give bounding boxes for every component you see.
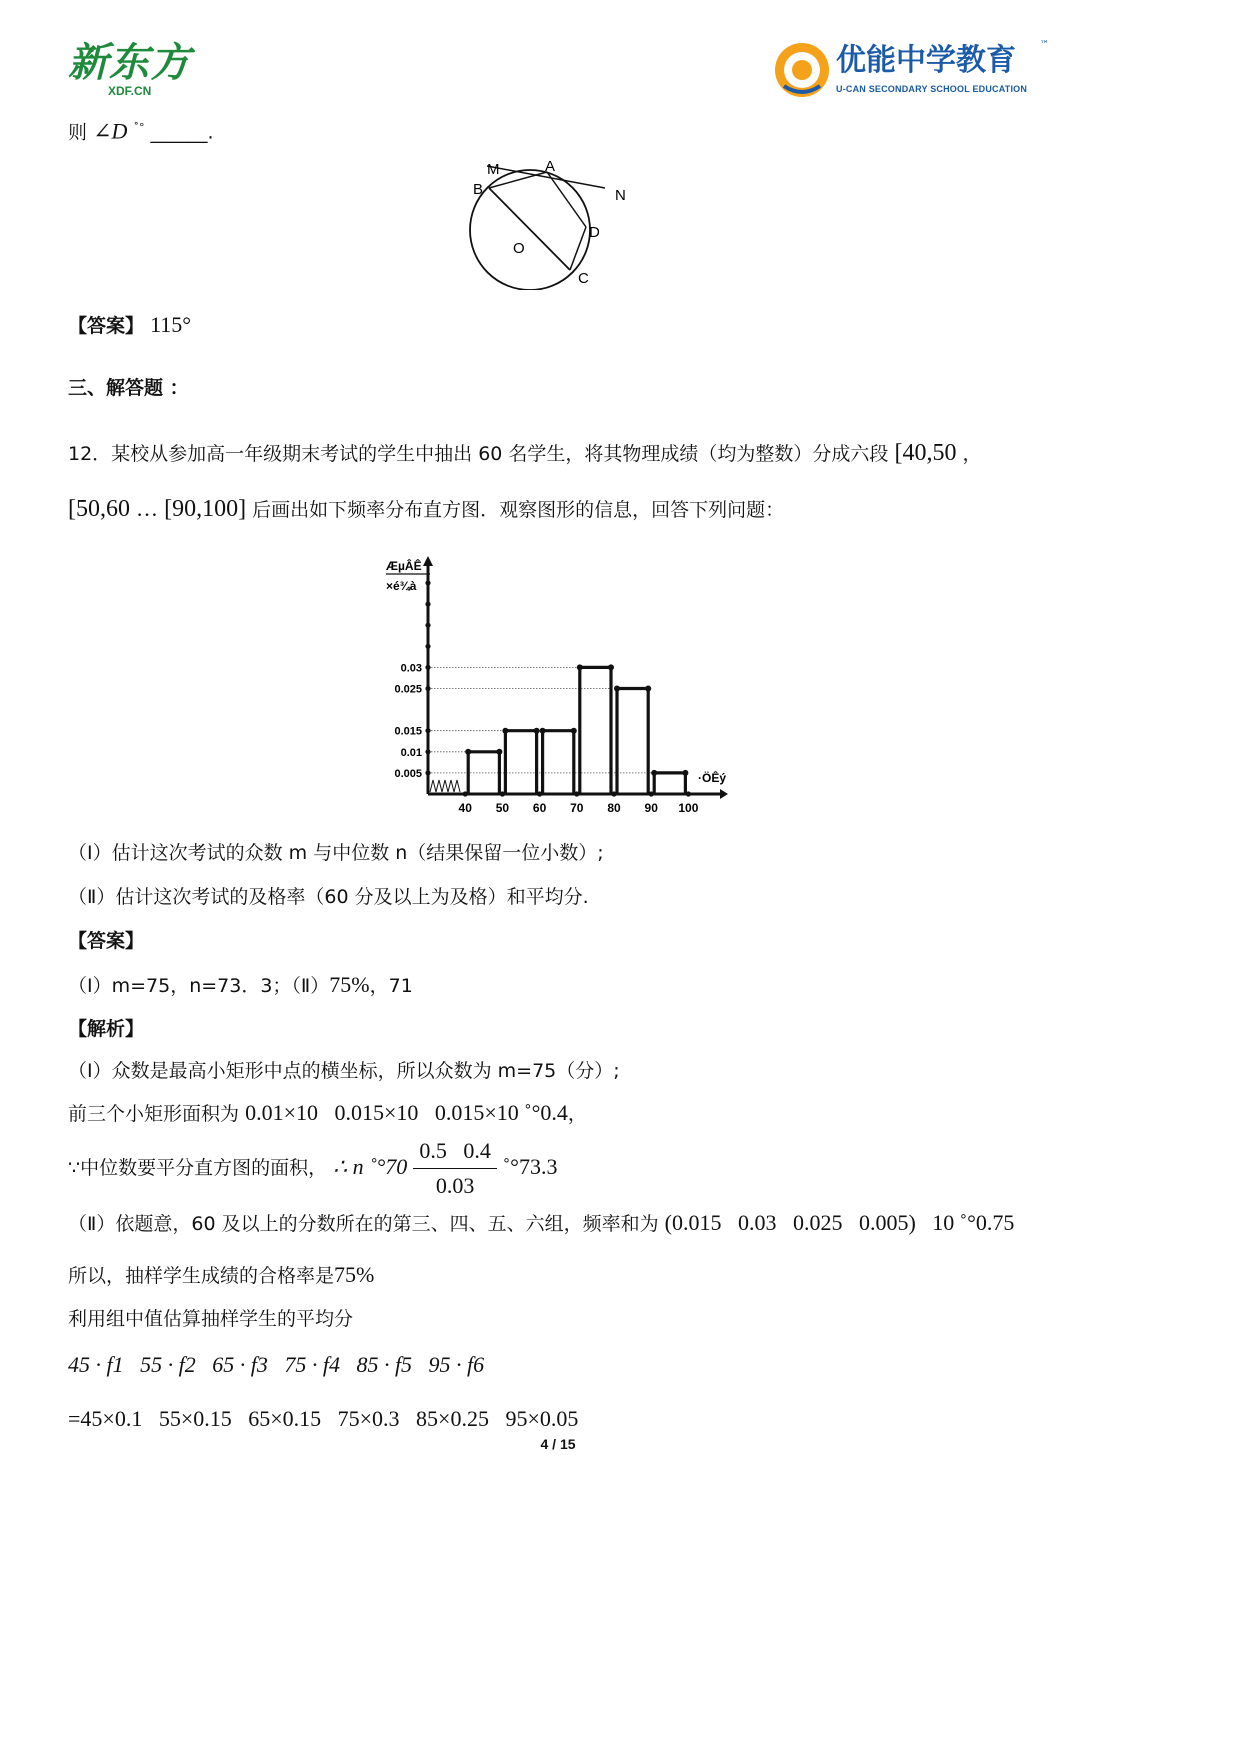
y-tick-dot xyxy=(425,749,430,754)
header-right-logo xyxy=(772,40,1052,102)
y-tick-label: 0.015 xyxy=(394,725,422,738)
y-tick-dot xyxy=(425,686,430,691)
x-axis-arrow-icon xyxy=(720,789,728,799)
xdf-logo-url: XDF.CN xyxy=(108,84,152,98)
y-tick-label: 0.005 xyxy=(394,767,422,780)
label-a: A xyxy=(545,158,556,175)
histogram-bar xyxy=(505,731,536,794)
q11-question-line xyxy=(68,115,214,145)
label-n: N xyxy=(615,187,626,204)
q12-analysis-5 xyxy=(68,1262,374,1289)
y-tick-dot xyxy=(425,665,430,670)
x-tick-dot xyxy=(574,791,579,796)
frequency-histogram xyxy=(370,552,750,822)
ucan-logo-tm: ™ xyxy=(1040,40,1049,50)
ucan-logo-text: 优能中学教育 xyxy=(836,43,1016,78)
q11-period: . xyxy=(207,121,214,144)
bar-corner-dot xyxy=(651,770,657,776)
q12-stem-line1 xyxy=(68,440,982,467)
label-m: M xyxy=(487,161,500,178)
x-tick-label: 60 xyxy=(532,801,547,815)
q11-answer-value: 115° xyxy=(150,312,192,337)
q12-analysis-2 xyxy=(68,1100,587,1127)
q12-answer-b: 75% xyxy=(329,972,370,997)
bar-corner-dot xyxy=(496,749,502,755)
q12-answer-a: （Ⅰ）m=75，n=73．3；（Ⅱ） xyxy=(68,975,330,997)
q12-analysis-2-text: 前三个小矩形面积为 xyxy=(68,1103,240,1125)
x-tick-label: 50 xyxy=(495,801,510,815)
y-axis-dot xyxy=(425,580,430,585)
x-tick-label: 70 xyxy=(570,801,584,815)
q12-stem-text2: 后画出如下频率分布直方图．观察图形的信息，回答下列问题： xyxy=(252,499,785,521)
bar-corner-dot xyxy=(577,664,583,670)
q12-analysis-3-right: ˚°73.3 xyxy=(502,1154,558,1179)
bar-corner-dot xyxy=(534,728,540,734)
q12-stem-line2 xyxy=(68,496,784,523)
q12-comma: ， xyxy=(962,443,982,465)
q11-garble: ˚° xyxy=(133,121,145,134)
x-tick-dot xyxy=(463,791,468,796)
y-tick-dot xyxy=(425,770,430,775)
q11-prefix: 则 xyxy=(68,121,88,144)
bar-corner-dot xyxy=(614,686,620,692)
q12-stem-text1: 12．某校从参加高一年级期末考试的学生中抽出 60 名学生，将其物理成绩（均为整数）分成六段 xyxy=(68,443,889,465)
q12-analysis-3-text: ∵中位数要平分直方图的面积， xyxy=(68,1157,328,1179)
q12-analysis-1: （Ⅰ）众数是最高小矩形中点的横坐标，所以众数为 m=75（分）; xyxy=(68,1060,620,1082)
histogram-bar xyxy=(654,773,685,794)
label-b: B xyxy=(473,181,484,198)
q12-analysis-4 xyxy=(68,1210,1014,1237)
bar-corner-dot xyxy=(682,770,688,776)
page-number: 4 / 15 xyxy=(540,1436,576,1452)
label-d: D xyxy=(589,224,600,241)
q12-analysis-4-text: （Ⅱ）依题意，60 及以上的分数所在的第三、四、五、六组，频率和为 xyxy=(68,1213,659,1235)
q12-analysis-7: 45 · f1 55 · f2 65 · f3 75 · f4 85 · f5 95 · f6 xyxy=(68,1352,485,1377)
q12-analysis-5-value: 75% xyxy=(334,1262,375,1287)
bar-corner-dot xyxy=(502,728,508,734)
q12-analysis-label: 【解析】 xyxy=(68,1018,145,1040)
y-tick-dot xyxy=(425,728,430,733)
q11-blank: ______ xyxy=(150,121,208,144)
q12-analysis-3 xyxy=(68,1138,557,1199)
q11-answer xyxy=(68,312,191,339)
fraction-denominator: 0.03 xyxy=(435,1173,475,1198)
q12-answer-c: ，71 xyxy=(369,975,413,997)
y-axis-title-line1: ÆµÂÊ xyxy=(386,559,422,573)
q12-analysis-8: =45×0.1 55×0.15 65×0.15 75×0.3 85×0.25 95×0.05 xyxy=(68,1406,579,1431)
y-tick-label: 0.01 xyxy=(400,746,422,759)
y-tick-label: 0.03 xyxy=(400,662,422,675)
bar-corner-dot xyxy=(608,664,614,670)
y-axis-title xyxy=(386,558,430,593)
q12-part1: （Ⅰ）估计这次考试的众数 m 与中位数 n（结果保留一位小数）; xyxy=(68,842,604,864)
axis-break-zigzag xyxy=(430,780,460,792)
q12-analysis-4-math: (0.015 0.03 0.025 0.005) 10 ˚°0.75 xyxy=(664,1210,1015,1235)
q11-answer-label: 【答案】 xyxy=(68,315,145,337)
y-axis-dot xyxy=(425,559,430,564)
label-c: C xyxy=(578,270,589,287)
x-tick-label: 40 xyxy=(458,801,472,815)
q12-analysis-2-math: 0.01×10 0.015×10 0.015×10 ˚°0.4 xyxy=(245,1100,568,1125)
q12-interval-2: [50,60 xyxy=(68,496,130,522)
x-axis-title: ·ÖÊý xyxy=(698,771,727,785)
bar-corner-dot xyxy=(465,749,471,755)
y-axis-dot xyxy=(425,623,430,628)
section-title: 三、解答题 ： xyxy=(68,377,189,399)
y-tick-label: 0.025 xyxy=(394,683,422,696)
y-axis-title-line2: ×é¾à xyxy=(386,579,417,593)
q11-angle: ∠D xyxy=(93,118,128,144)
bar-corner-dot xyxy=(645,686,651,692)
q12-analysis-2-end: ， xyxy=(567,1103,587,1125)
q12-interval-1: [40,50 xyxy=(894,440,957,466)
histogram-bar xyxy=(580,667,611,794)
fraction-numerator: 0.5 0.4 xyxy=(413,1138,497,1169)
q12-ellipsis: … xyxy=(136,496,159,521)
histogram-bar xyxy=(543,731,574,794)
x-tick-label: 90 xyxy=(644,801,658,815)
circle-figure xyxy=(465,150,645,290)
q12-interval-3: [90,100] xyxy=(164,496,247,522)
chord-dc xyxy=(570,227,586,270)
x-tick-dot xyxy=(537,791,542,796)
ucan-emblem-icon xyxy=(772,40,832,100)
x-tick-label: 80 xyxy=(607,801,621,815)
histogram-bar xyxy=(617,689,648,795)
bar-corner-dot xyxy=(571,728,577,734)
header-left-logo xyxy=(68,40,208,102)
bar-corner-dot xyxy=(540,728,546,734)
y-axis-dot xyxy=(425,602,430,607)
chord-bc xyxy=(489,188,570,270)
q12-analysis-3-fraction xyxy=(413,1138,497,1199)
q12-answer-line xyxy=(68,972,413,999)
ucan-logo-subtitle: U-CAN SECONDARY SCHOOL EDUCATION xyxy=(836,84,1028,94)
y-axis-dot xyxy=(425,644,430,649)
xdf-logo-text: 新东方 xyxy=(68,40,191,86)
label-o: O xyxy=(513,240,525,257)
x-tick-dot xyxy=(611,791,616,796)
q12-answer-label: 【答案】 xyxy=(68,930,145,952)
q12-analysis-5-text: 所以，抽样学生成绩的合格率是 xyxy=(68,1265,335,1287)
q12-part2: （Ⅱ）估计这次考试的及格率（60 分及以上为及格）和平均分. xyxy=(68,886,589,908)
q12-analysis-3-left: ∴ n ˚°70 xyxy=(333,1154,408,1179)
x-tick-label: 100 xyxy=(678,801,699,815)
x-tick-dot xyxy=(500,791,505,796)
x-tick-dot xyxy=(686,791,691,796)
x-tick-dot xyxy=(649,791,654,796)
q12-analysis-6: 利用组中值估算抽样学生的平均分 xyxy=(68,1308,354,1330)
